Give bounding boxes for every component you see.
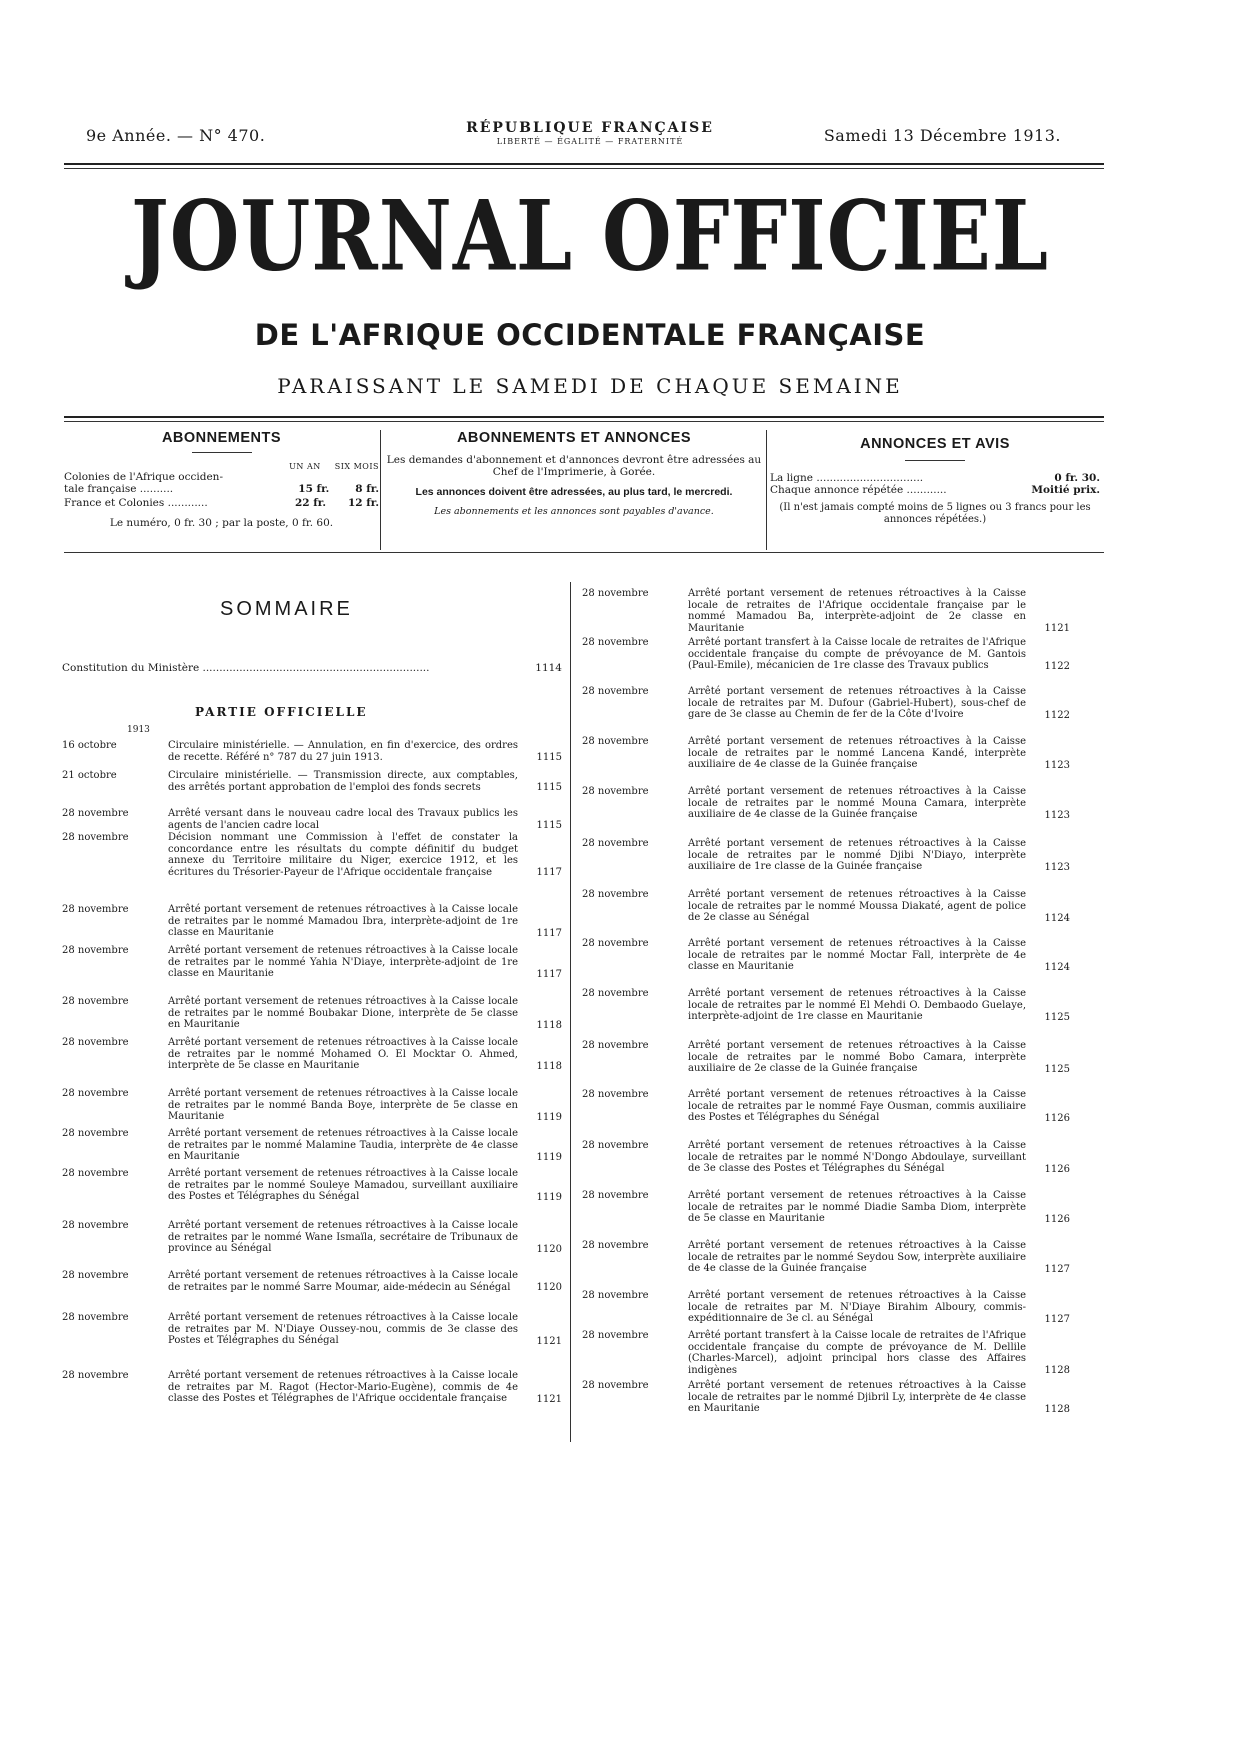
entry-date: 28 novembre xyxy=(582,938,649,949)
entry-date: 28 novembre xyxy=(582,838,649,849)
entry-date: 28 novembre xyxy=(582,1330,649,1341)
entry-text: Arrêté portant versement de retenues rétroactives à la Caisse locale de retraites par le nommé Mamadou Ibra, interprète-adjoint de 1re classe en Mauritanie xyxy=(168,904,518,938)
entry-text: Arrêté portant versement de retenues rétroactives à la Caisse locale de retraites par le nommé Faye Ousman, commis auxiliaire des Postes et Télégraphes du Sénégal xyxy=(688,1089,1026,1123)
entry-text: Arrêté portant versement de retenues rétroactives à la Caisse locale de retraites par le nommé Malamine Taudia, interprète de 4e classe en Mauritanie xyxy=(168,1128,518,1162)
entry-text: Arrêté portant versement de retenues rétroactives à la Caisse locale de retraites par M. Ragot (Hector-Mario-Eugène), commis de 4e classe des Postes et Télégraphes de l'Afrique occidentale française xyxy=(168,1370,518,1404)
annonces-avis-box xyxy=(770,430,1100,525)
entry-page: 1128 xyxy=(1044,1404,1070,1415)
entry-text: Arrêté portant versement de retenues rétroactives à la Caisse locale de retraites par le nommé Sarre Moumar, aide-médecin au Sénégal xyxy=(168,1270,518,1293)
entry-page: 1117 xyxy=(536,969,562,980)
year-label: 1913 xyxy=(127,725,150,735)
boxes-top-rule xyxy=(64,416,1104,418)
entry-text: Arrêté portant versement de retenues rétroactives à la Caisse locale de retraites par le nommé Bobo Camara, interprète auxiliaire de 2e classe de la Guinée française xyxy=(688,1040,1026,1074)
boxes-top-rule-thin xyxy=(64,421,1104,422)
journal-title: JOURNAL OFFICIEL xyxy=(130,179,1050,293)
entry-page: 1120 xyxy=(536,1244,562,1255)
entry-page: 1118 xyxy=(536,1061,562,1072)
entry-date: 28 novembre xyxy=(62,808,129,819)
entry-page: 1123 xyxy=(1044,760,1070,771)
entry-page: 1123 xyxy=(1044,810,1070,821)
entry-page: 1115 xyxy=(536,752,562,763)
entry-page: 1123 xyxy=(1044,862,1070,873)
entry-date: 28 novembre xyxy=(582,1089,649,1100)
paiement-text: Les abonnements et les annonces sont payables d'avance. xyxy=(434,506,714,518)
entry-date: 28 novembre xyxy=(62,1220,129,1231)
entry-page: 1117 xyxy=(536,867,562,878)
entry-date: 28 novembre xyxy=(582,686,649,697)
entry-page: 1124 xyxy=(1044,962,1070,973)
entry-text: Arrêté portant transfert à la Caisse locale de retraites de l'Afrique occidentale française du compte de prévoyance de M. Dellile (Charles-Marcel), adjoint principal hors classe des Affaires indigènes xyxy=(688,1330,1026,1376)
entry-page: 1121 xyxy=(536,1336,562,1347)
entry-page: 1128 xyxy=(1044,1365,1070,1376)
abonnements-box xyxy=(64,430,379,529)
entry-text: Arrêté portant versement de retenues rétroactives à la Caisse locale de retraites par le nommé Banda Boye, interprète de 5e classe en Mauritanie xyxy=(168,1088,518,1122)
entry-date: 21 octobre xyxy=(62,770,117,781)
entry-date: 28 novembre xyxy=(582,1240,649,1251)
entry-text: Arrêté portant versement de retenues rétroactives à la Caisse locale de retraites de l'Afrique occidentale française par le nommé Mamadou Ba, interprète-adjoint de 2e classe en Mauritanie xyxy=(688,588,1026,634)
entry-date: 28 novembre xyxy=(582,637,649,648)
entry-text: Arrêté portant versement de retenues rétroactives à la Caisse locale de retraites par le nommé Boubakar Dione, interprète de 5e classe en Mauritanie xyxy=(168,996,518,1030)
abonnements-title: ABONNEMENTS xyxy=(161,430,282,446)
column-divider xyxy=(570,582,571,1442)
entry-date: 28 novembre xyxy=(582,889,649,900)
entry-date: 28 novembre xyxy=(62,1370,129,1381)
entry-page: 1119 xyxy=(536,1152,562,1163)
entry-page: 1120 xyxy=(536,1282,562,1293)
entry-page: 1115 xyxy=(536,820,562,831)
entry-page: 1115 xyxy=(536,782,562,793)
entry-page: 1125 xyxy=(1044,1064,1070,1075)
entry-text: Arrêté portant versement de retenues rétroactives à la Caisse locale de retraites par le nommé Lancena Kandé, interprète auxiliaire de 4e classe de la Guinée française xyxy=(688,736,1026,770)
header-rule xyxy=(64,163,1104,165)
entry-date: 28 novembre xyxy=(582,1140,649,1151)
entry-text: Circulaire ministérielle. — Transmission directe, aux comptables, des arrêtés portant approbation de l'emploi des fonds secrets xyxy=(168,770,518,793)
entry-page: 1121 xyxy=(536,1394,562,1405)
header-rule-thin xyxy=(64,168,1104,169)
entry-date: 28 novembre xyxy=(582,1380,649,1391)
entry-text: Arrêté portant versement de retenues rétroactives à la Caisse locale de retraites par le nommé N'Dongo Abdoulaye, surveillant de 3e classe des Postes et Télégraphes du Sénégal xyxy=(688,1140,1026,1174)
entry-page: 1126 xyxy=(1044,1113,1070,1124)
box-divider-2 xyxy=(766,430,767,550)
entry-date: 16 octobre xyxy=(62,740,117,751)
demandes-text: Les demandes d'abonnement et d'annonces devront être adressées au Chef de l'Imprimerie, à Gorée. xyxy=(386,454,762,479)
entry-text: Arrêté portant versement de retenues rétroactives à la Caisse locale de retraites par le nommé Yahia N'Diaye, interprète-adjoint de 1re classe en Mauritanie xyxy=(168,945,518,979)
entry-date: 28 novembre xyxy=(62,1128,129,1139)
entry-date: 28 novembre xyxy=(582,736,649,747)
entry-text: Décision nommant une Commission à l'effet de constater la concordance entre les résultats du compte définitif du budget annexe du Territoire militaire du Niger, exercice 1912, et les écritures du Trésorier-Payeur de l'Afrique occidentale française xyxy=(168,832,518,878)
entry-text: Arrêté portant versement de retenues rétroactives à la Caisse locale de retraites par M. N'Diaye Oussey-nou, commis de 3e classe des Postes et Télégraphes du Sénégal xyxy=(168,1312,518,1346)
entry-text: Arrêté portant versement de retenues rétroactives à la Caisse locale de retraites par le nommé Mouna Camara, interprète auxiliaire de 4e classe de la Guinée française xyxy=(688,786,1026,820)
tarif-note: (Il n'est jamais compté moins de 5 lignes ou 3 francs pour les annonces répétées.) xyxy=(779,502,1091,525)
entry-date: 28 novembre xyxy=(62,1312,129,1323)
entry-page: 1122 xyxy=(1044,661,1070,672)
entry-page: 1118 xyxy=(536,1020,562,1031)
issue-number: 9e Année. — N° 470. xyxy=(86,126,266,145)
entry-date: 28 novembre xyxy=(62,1088,129,1099)
entry-page: 1126 xyxy=(1044,1164,1070,1175)
entry-page: 1124 xyxy=(1044,913,1070,924)
entry-text: Arrêté versant dans le nouveau cadre local des Travaux publics les agents de l'ancien cadre local xyxy=(168,808,518,831)
abonnement-row-france: France et Colonies ............ 22 fr. 12 fr. xyxy=(64,497,379,509)
journal-subtitle: DE L'AFRIQUE OCCIDENTALE FRANÇAISE xyxy=(254,318,926,352)
entry-date: 28 novembre xyxy=(62,1037,129,1048)
entry-date: 28 novembre xyxy=(62,1270,129,1281)
prix-numero: Le numéro, 0 fr. 30 ; par la poste, 0 fr. 60. xyxy=(109,517,334,529)
entry-page: 1119 xyxy=(536,1192,562,1203)
abonnements-annonces-box xyxy=(384,430,764,517)
delai-text: Les annonces doivent être adressées, au plus tard, le mercredi. xyxy=(415,486,733,499)
entry-date: 28 novembre xyxy=(62,996,129,1007)
entry-text: Arrêté portant transfert à la Caisse locale de retraites de l'Afrique occidentale française du compte de prévoyance de M. Gantois (Paul-Emile), mécanicien de 1re classe des Travaux publics xyxy=(688,637,1026,671)
entry-text: Arrêté portant versement de retenues rétroactives à la Caisse locale de retraites par le nommé Djibi N'Diayo, interprète auxiliaire de 1re classe de la Guinée française xyxy=(688,838,1026,872)
partie-officielle-heading: PARTIE OFFICIELLE xyxy=(195,705,368,719)
entry-page: 1122 xyxy=(1044,710,1070,721)
entry-date: 28 novembre xyxy=(582,1040,649,1051)
entry-date: 28 novembre xyxy=(582,1190,649,1201)
tarif-repetee: Chaque annonce répétée ............ Moitié prix. xyxy=(770,484,1100,496)
entry-page: 1127 xyxy=(1044,1314,1070,1325)
republique-block xyxy=(360,120,820,146)
entry-date: 28 novembre xyxy=(582,988,649,999)
entry-date: 28 novembre xyxy=(62,904,129,915)
sommaire-title: SOMMAIRE xyxy=(220,598,353,620)
parution-note: PARAISSANT LE SAMEDI DE CHAQUE SEMAINE xyxy=(277,374,903,398)
entry-text: Arrêté portant versement de retenues rétroactives à la Caisse locale de retraites par le nommé Wane Ismaïla, secrétaire de Tribunaux de province au Sénégal xyxy=(168,1220,518,1254)
entry-text: Arrêté portant versement de retenues rétroactives à la Caisse locale de retraites par le nommé El Mehdi O. Dembaodo Guelaye, interprète-adjoint de 1re classe en Mauritanie xyxy=(688,988,1026,1022)
entry-text: Arrêté portant versement de retenues rétroactives à la Caisse locale de retraites par le nommé Moussa Diakaté, agent de police de 2e classe au Sénégal xyxy=(688,889,1026,923)
tarif-ligne: La ligne ................................ 0 fr. 30. xyxy=(770,472,1100,484)
entry-date: 28 novembre xyxy=(582,1290,649,1301)
entry-page: 1121 xyxy=(1044,623,1070,634)
entry-text: Arrêté portant versement de retenues rétroactives à la Caisse locale de retraites par le nommé Seydou Sow, interprète auxiliaire de 4e classe de la Guinée française xyxy=(688,1240,1026,1274)
entry-page: 1126 xyxy=(1044,1214,1070,1225)
constitution-entry: Constitution du Ministère .................................................................... 1114 xyxy=(62,662,562,674)
col-un-an: UN AN xyxy=(289,462,321,471)
entry-text: Arrêté portant versement de retenues rétroactives à la Caisse locale de retraites par le nommé Moctar Fall, interprète de 4e classe en Mauritanie xyxy=(688,938,1026,972)
col-six-mois: SIX MOIS xyxy=(334,462,379,471)
entry-page: 1117 xyxy=(536,928,562,939)
annonces-avis-title: ANNONCES ET AVIS xyxy=(860,436,1010,452)
entry-date: 28 novembre xyxy=(62,1168,129,1179)
entry-text: Arrêté portant versement de retenues rétroactives à la Caisse locale de retraites par M. Dufour (Gabriel-Hubert), sous-chef de gare de 3e classe au Chemin de fer de la Côte d'Ivoire xyxy=(688,686,1026,720)
entry-date: 28 novembre xyxy=(62,945,129,956)
republique-label: RÉPUBLIQUE FRANÇAISE xyxy=(466,120,714,136)
abonnements-annonces-title: ABONNEMENTS ET ANNONCES xyxy=(456,430,692,446)
entry-text: Circulaire ministérielle. — Annulation, en fin d'exercice, des ordres de recette. Référé n° 787 du 27 juin 1913. xyxy=(168,740,518,763)
issue-date: Samedi 13 Décembre 1913. xyxy=(823,126,1061,145)
entry-page: 1127 xyxy=(1044,1264,1070,1275)
entry-page: 1125 xyxy=(1044,1012,1070,1023)
boxes-bottom-rule xyxy=(64,552,1104,553)
entry-text: Arrêté portant versement de retenues rétroactives à la Caisse locale de retraites par le nommé Mohamed O. El Mocktar O. Ahmed, interprète de 5e classe en Mauritanie xyxy=(168,1037,518,1071)
entry-text: Arrêté portant versement de retenues rétroactives à la Caisse locale de retraites par le nommé Souleye Mamadou, surveillant auxiliaire des Postes et Télégraphes du Sénégal xyxy=(168,1168,518,1202)
entry-date: 28 novembre xyxy=(582,588,649,599)
box-divider-1 xyxy=(380,430,381,550)
devise-label: LIBERTÉ — ÉGALITÉ — FRATERNITÉ xyxy=(496,137,684,146)
entry-text: Arrêté portant versement de retenues rétroactives à la Caisse locale de retraites par le nommé Djibril Ly, interprète de 4e classe en Mauritanie xyxy=(688,1380,1026,1414)
entry-text: Arrêté portant versement de retenues rétroactives à la Caisse locale de retraites par M. N'Diaye Birahim Alboury, commis-expéditionnaire de 3e cl. au Sénégal xyxy=(688,1290,1026,1324)
entry-page: 1119 xyxy=(536,1112,562,1123)
entry-date: 28 novembre xyxy=(62,832,129,843)
entry-date: 28 novembre xyxy=(582,786,649,797)
entry-text: Arrêté portant versement de retenues rétroactives à la Caisse locale de retraites par le nommé Diadie Samba Diom, interprète de 5e classe en Mauritanie xyxy=(688,1190,1026,1224)
abonnement-row-colonies: Colonies de l'Afrique occiden- tale française .......... 15 fr. 8 fr. xyxy=(64,471,379,495)
